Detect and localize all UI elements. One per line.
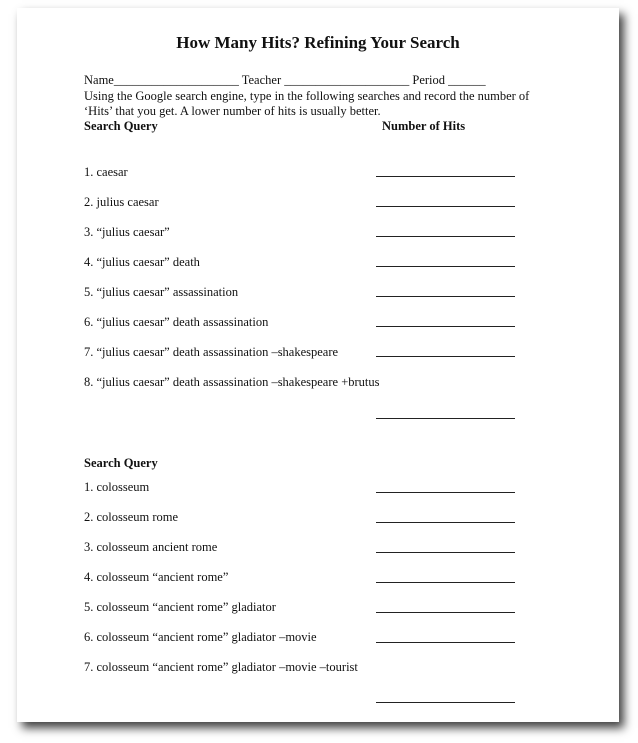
hits-answer-blank[interactable] [376, 356, 515, 357]
hits-answer-blank[interactable] [376, 642, 515, 643]
instructions-line-1: Using the Google search engine, type in the following searches and record the number of [84, 89, 530, 103]
hits-answer-blank[interactable] [376, 702, 515, 703]
hits-answer-blank[interactable] [376, 266, 515, 267]
hits-answer-blank[interactable] [376, 176, 515, 177]
query-item: 7. “julius caesar” death assassination –shakespeare [84, 345, 339, 359]
query-item: 4. “julius caesar” death [84, 255, 200, 269]
page-title: How Many Hits? Refining Your Search [176, 33, 460, 52]
instructions-line-2: ‘Hits’ that you get. A lower number of hits is usually better. [84, 104, 381, 118]
query-item: 7. colosseum “ancient rome” gladiator –movie –tourist [84, 660, 358, 674]
query-item: 2. colosseum rome [84, 510, 179, 524]
hits-answer-blank[interactable] [376, 522, 515, 523]
hits-answer-blank[interactable] [376, 492, 515, 493]
query-item: 1. caesar [84, 165, 128, 179]
section1-hits-header: Number of Hits [382, 119, 466, 133]
query-item: 5. “julius caesar” assassination [84, 285, 239, 299]
name-teacher-period-line: Name____________________ Teacher ____________________ Period ______ [84, 73, 486, 87]
query-item: 3. colosseum ancient rome [84, 540, 218, 554]
query-item: 6. colosseum “ancient rome” gladiator –movie [84, 630, 317, 644]
worksheet-page [17, 8, 619, 722]
query-item: 3. “julius caesar” [84, 225, 170, 239]
query-item: 6. “julius caesar” death assassination [84, 315, 269, 329]
query-item: 8. “julius caesar” death assassination –shakespeare +brutus [84, 375, 380, 389]
hits-answer-blank[interactable] [376, 296, 515, 297]
hits-answer-blank[interactable] [376, 326, 515, 327]
hits-answer-blank[interactable] [376, 612, 515, 613]
section1-query-header: Search Query [84, 119, 158, 133]
query-item: 1. colosseum [84, 480, 150, 494]
query-item: 2. julius caesar [84, 195, 159, 209]
query-item: 4. colosseum “ancient rome” [84, 570, 229, 584]
hits-answer-blank[interactable] [376, 552, 515, 553]
hits-answer-blank[interactable] [376, 418, 515, 419]
hits-answer-blank[interactable] [376, 236, 515, 237]
hits-answer-blank[interactable] [376, 582, 515, 583]
hits-answer-blank[interactable] [376, 206, 515, 207]
section2-query-header: Search Query [84, 456, 158, 470]
query-item: 5. colosseum “ancient rome” gladiator [84, 600, 276, 614]
